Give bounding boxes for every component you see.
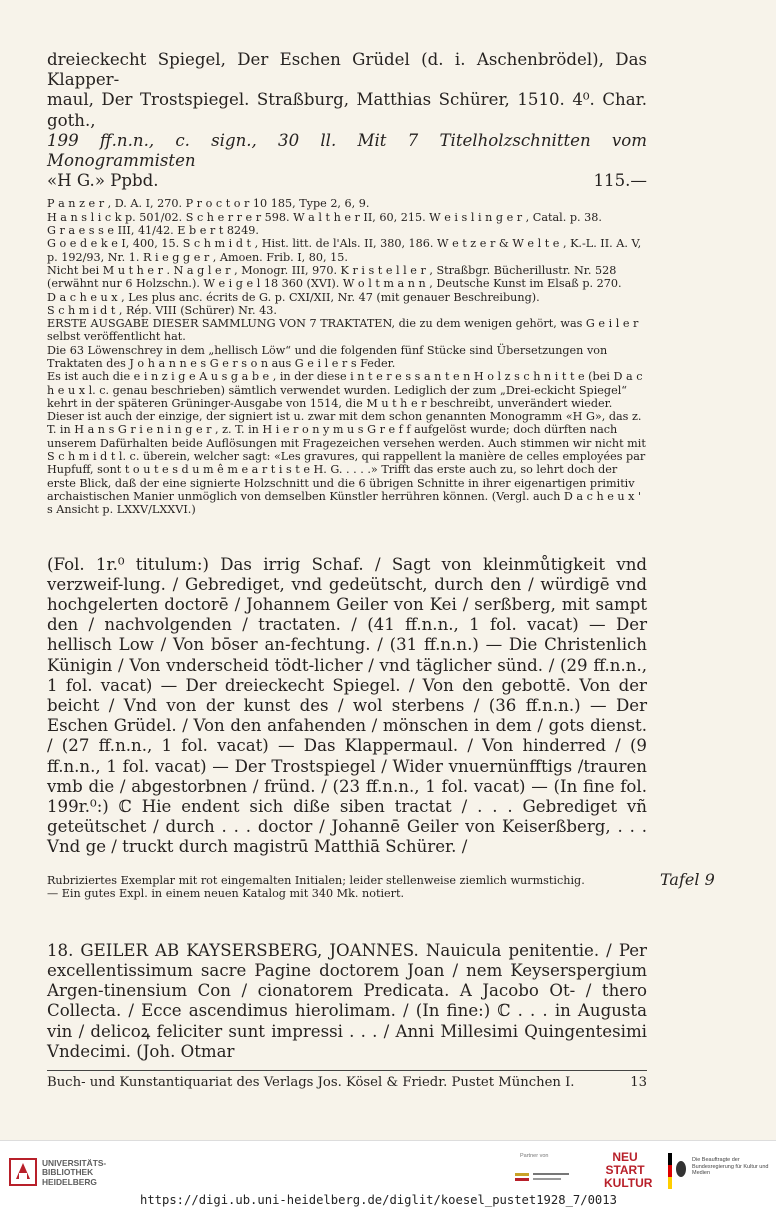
page-content <box>47 50 647 1090</box>
viewer-footer-bar <box>0 1140 776 1208</box>
neustart-line: START <box>605 1162 645 1177</box>
entry-17-intro <box>47 50 647 171</box>
partner-label: Partner von <box>520 1153 549 1159</box>
copy-note: — Ein gutes Expl. in einem neuen Katalog mit 340 Mk. notiert. <box>47 887 405 901</box>
page-number: 13 <box>630 1075 647 1090</box>
neustart-line: KULTUR <box>604 1175 653 1190</box>
reference-line: P a n z e r , D. A. I, 270. P r o c t o r 10 185, Type 2, 6, 9. <box>47 197 370 211</box>
library-name-line: HEIDELBERG <box>42 1176 97 1187</box>
entry-17-line-1: dreieckecht Spiegel, Der Eschen Grüdel (d. i. Aschenbrödel), Das Klapper- <box>47 50 647 90</box>
reference-line: D a c h e u x , Les plus anc. écrits de G. p. CXI/XII, Nr. 47 (mit genauer Beschreibung). <box>47 290 540 304</box>
library-name[interactable] <box>42 1159 106 1187</box>
document-url[interactable]: https://digi.ub.uni-heidelberg.de/diglit/koesel_pustet1928_7/0013 <box>140 1193 617 1207</box>
reference-line: Nicht bei M u t h e r . N a g l e r , Monogr. III, 970. K r i s t e l l e r , Straßbgr. Bücherillustr. Nr. 528 (erwähnt nur 6 Holzschn.). W e i g e l 18 360 (XVI). W o l t m a n n , Deutsche Kunst im Elsaß p. 270. <box>47 263 622 291</box>
page-footer <box>47 1075 647 1090</box>
title-description: (Fol. 1r.⁰ titulum:) Das irrig Schaf. / Sagt von kleinmůtigkeit vnd verzweif-lung. / Gebrediget, vnd gedeütscht, durch den / würdigē vnd hochgelerten doctorē / Johannem Geiler von Kei / serßberg, mit sampt den / nachvolgenden / tractaten. / (41 ff.n.n., 1 fol. vacat) — Der hellisch Low / Von bōser an-fechtung. / (31 ff.n.n.) — Die Christenlich Künigin / Von vnderscheid tödt-licher / vnd täglicher sünd. / (29 ff.n.n., 1 fol. vacat) — Der dreieckecht Spiegel. / Von den gebottē. Von der beicht / Vnd von der kunst des / wol sterbens / (36 ff.n.n.) — Der Eschen Grüdel. / Von den anfahenden / mönschen in dem / gots dienst. / (27 ff.n.n., 1 fol. vacat) — Das Klappermaul. / Von hinderred / (9 ff.n.n., 1 fol. vacat) — Der Trostspiegel / Wider vnuernünfftigs /trauren vmb die / abgestorbnen / fründ. / (23 ff.n.n., 1 fol. vacat) — (In fine fol. 199r.⁰:) ℂ Hie endent sich diße siben tractat / . . . Gebrediget vñ geteütschet / durch . . . doctor / Johannē Geiler von Keiserßberg, . . . Vnd ge / truckt durch magistrū Matthiā Schürer. / <box>47 554 647 857</box>
copy-notes <box>47 874 647 901</box>
federal-eagle-icon[interactable] <box>668 1153 688 1189</box>
reference-line: S c h m i d t , Rép. VIII (Schürer) Nr. 43. <box>47 303 277 317</box>
entry-17-price: 115.— <box>593 171 647 191</box>
entry-17-line-3: 199 ff.n.n., c. sign., 30 ll. Mit 7 Titelholzschnitten vom Monogrammisten <box>47 130 647 171</box>
entry-17-price-line <box>47 171 647 191</box>
footer-publisher: Buch- und Kunstantiquariat des Verlags Jos. Kösel & Friedr. Pustet München I. <box>47 1075 575 1090</box>
entry-17-line-4: «H G.» Ppbd. <box>47 171 159 191</box>
plate-reference: Tafel 9 <box>660 870 715 889</box>
footer-rule <box>47 1070 647 1071</box>
reference-line: G o e d e k e I, 400, 15. S c h m i d t , Hist. litt. de l'Als. II, 380, 186. W e t z e r & W e l t e , K.-L. II. A. V, p. 192/93, Nr. 1. R i e g g e r , Amoen. Frib. I, 80, 15. <box>47 237 642 264</box>
neustart-line: NEU <box>612 1150 638 1164</box>
bkm-label: Die Beauftragte der Bundesregierung für Kultur und Medien <box>692 1157 769 1176</box>
entry-18: 18. GEILER AB KAYSERSBERG, JOANNES. Nauicula penitentie. / Per excellentissimum sacre Pagine doctorem Joan / nem Keyserspergium Argen-tinensium Con / cionatorem Predicata. A Jacobo Ot- / thero Collecta. / Ecce ascendimus hierolimam. / (In fine:) ℂ . . . in Augusta vin / delicoꝝ feliciter sunt impressi . . . / Anni Millesimi Quingentesimi Vndecimi. (Joh. Otmar <box>47 940 647 1061</box>
reference-line: G r a e s s e III, 41/42. E b e r t 8249. <box>47 224 259 238</box>
university-seal-icon[interactable] <box>8 1157 38 1187</box>
neustart-kultur-logo[interactable] <box>604 1150 653 1193</box>
library-name-line: BIBLIOTHEK <box>42 1167 94 1178</box>
copy-note: Rubriziertes Exemplar mit rot eingemalten Initialen; leider stellenweise ziemlich wurmstichig. <box>47 874 585 888</box>
reference-line: Die 63 Löwenschrey in dem „hellisch Löw“ und die folgenden fünf Stücke sind Übersetzungen von Traktaten des J o h a n n e s G e r s o n aus G e i l e r s Feder. <box>47 343 608 370</box>
reference-line: ERSTE AUSGABE DIESER SAMMLUNG VON 7 TRAKTATEN, die zu dem wenigen gehört, was G e i l e r selbst veröffentlicht hat. <box>47 317 639 344</box>
library-name-line: UNIVERSITÄTS- <box>42 1158 107 1168</box>
reference-paragraph: Es ist auch die e i n z i g e A u s g a b e , in der diese i n t e r e s s a n t e n H o l z s c h n i t t e (bei D a c h e u x l. c. genau beschrieben) sämtlich verwendet wurden. Lediglich der zum „Drei-eckicht Spiegel“ kehrt in der späteren Grüninger-Ausgabe von 1514, die M u t h e r beschreibt, unverändert wieder. Dieser ist auch der einzige, der signiert ist u. zwar mit dem schon genannten Monogramm «H G», das z. T. in H a n s G r i e n i n g e r , z. T. in H i e r o n y m u s G r e f f aufgelöst wurde; doch dürften nach unserem Dafürhalten beide Auflösungen mit Fragezeichen versehen werden. Auch stimmen wir nicht mit S c h m i d t l. c. überein, welcher sagt: «Les gravures, qui rappellent la manière de celles employées par Hupfuff, sont t o u t e s d u m ê m e a r t i s t e H. G. . . . .» Trifft das erste auch zu, so lehrt doch der erste Blick, daß der eine signierte Holzschnitt und die 6 übrigen Schnitte in ihrer eigenartigen primitiv archaistischen Manier unmöglich von demselben Künstler herrühren können. (Vergl. auch D a c h e u x ' s Ansicht p. LXXV/LXXVI.) <box>47 370 646 517</box>
bibliographic-references <box>47 197 647 516</box>
reference-line: H a n s l i c k p. 501/02. S c h e r r e r 598. W a l t h e r II, 60, 215. W e i s l i n g e r , Catal. p. 38. <box>47 210 602 224</box>
partner-logo-icon[interactable] <box>513 1163 573 1188</box>
entry-17-line-2: maul, Der Trostspiegel. Straßburg, Matthias Schürer, 1510. 4⁰. Char. goth., <box>47 90 647 130</box>
